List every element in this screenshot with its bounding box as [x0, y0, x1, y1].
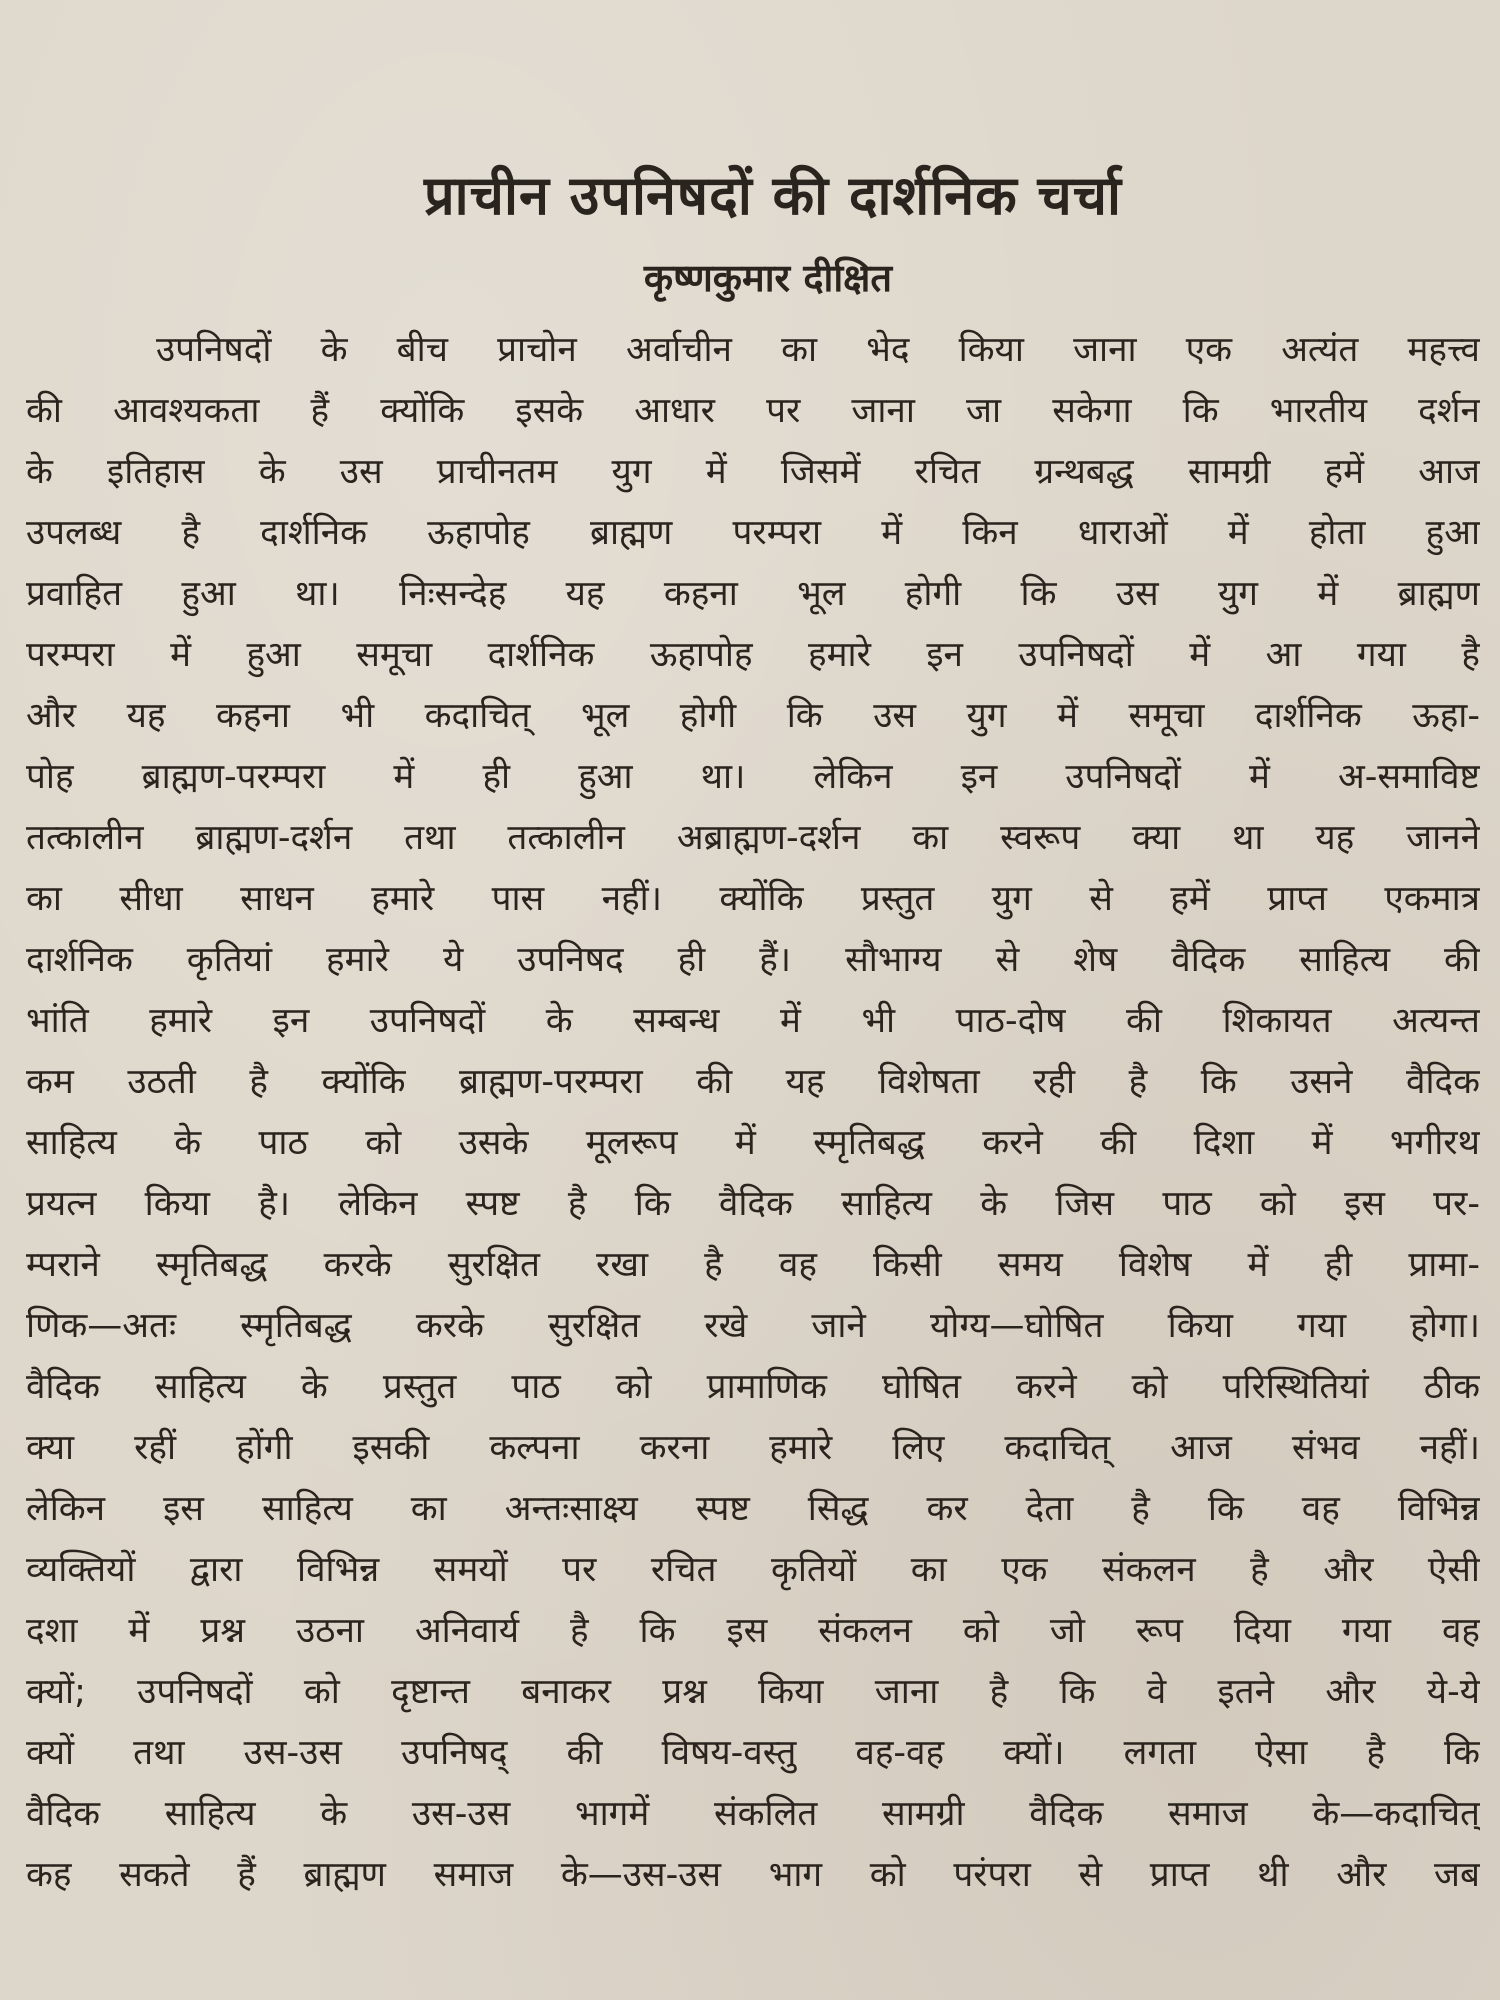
article-title: प्राचीन उपनिषदों की दार्शनिक चर्चा — [423, 164, 1123, 227]
body-line: कह सकते हैं ब्राह्मण समाज के—उस-उस भाग को परंपरा से प्राप्त थी और जब — [26, 1855, 1480, 1895]
body-line: व्यक्तियों द्वारा विभिन्न समयों पर रचित कृतियों का एक संकलन है और ऐसी — [26, 1550, 1480, 1590]
article-author: कृष्णकुमार दीक्षित — [643, 256, 893, 300]
body-line: क्या रहीं होंगी इसकी कल्पना करना हमारे लिए कदाचित् आज संभव नहीं। — [26, 1428, 1480, 1468]
body-line: उपलब्ध है दार्शनिक ऊहापोह ब्राह्मण परम्परा में किन धाराओं में होता हुआ — [26, 513, 1480, 553]
body-line: दशा में प्रश्न उठना अनिवार्य है कि इस संकलन को जो रूप दिया गया वह — [26, 1611, 1480, 1651]
body-line: तत्कालीन ब्राह्मण-दर्शन तथा तत्कालीन अब्राह्मण-दर्शन का स्वरूप क्या था यह जानने — [26, 818, 1480, 858]
body-line: की आवश्यकता हैं क्योंकि इसके आधार पर जाना जा सकेगा कि भारतीय दर्शन — [26, 391, 1480, 431]
body-line: कम उठती है क्योंकि ब्राह्मण-परम्परा की यह विशेषता रही है कि उसने वैदिक — [26, 1062, 1480, 1102]
body-line: परम्परा में हुआ समूचा दार्शनिक ऊहापोह हमारे इन उपनिषदों में आ गया है — [26, 635, 1480, 675]
body-line: क्यों तथा उस-उस उपनिषद् की विषय-वस्तु वह-वह क्यों। लगता ऐसा है कि — [26, 1733, 1480, 1773]
body-line: उपनिषदों के बीच प्राचोन अर्वाचीन का भेद किया जाना एक अत्यंत महत्त्व — [156, 330, 1480, 370]
article-body — [26, 320, 1480, 1906]
body-line: और यह कहना भी कदाचित् भूल होगी कि उस युग में समूचा दार्शनिक ऊहा- — [26, 696, 1480, 736]
body-line: णिक—अतः स्मृतिबद्ध करके सुरक्षित रखे जाने योग्य—घोषित किया गया होगा। — [26, 1306, 1480, 1346]
body-line: क्यों; उपनिषदों को दृष्टान्त बनाकर प्रश्न किया जाना है कि वे इतने और ये-ये — [26, 1672, 1480, 1712]
body-line: साहित्य के पाठ को उसके मूलरूप में स्मृतिबद्ध करने की दिशा में भगीरथ — [26, 1123, 1480, 1163]
body-line: प्रवाहित हुआ था। निःसन्देह यह कहना भूल होगी कि उस युग में ब्राह्मण — [26, 574, 1480, 614]
body-line: वैदिक साहित्य के प्रस्तुत पाठ को प्रामाणिक घोषित करने को परिस्थितियां ठीक — [26, 1367, 1480, 1407]
body-line: पोह ब्राह्मण-परम्परा में ही हुआ था। लेकिन इन उपनिषदों में अ-समाविष्ट — [26, 757, 1480, 797]
body-line: म्पराने स्मृतिबद्ध करके सुरक्षित रखा है वह किसी समय विशेष में ही प्रामा- — [26, 1245, 1480, 1285]
body-line: लेकिन इस साहित्य का अन्तःसाक्ष्य स्पष्ट सिद्ध कर देता है कि वह विभिन्न — [26, 1489, 1480, 1529]
body-line: वैदिक साहित्य के उस-उस भागमें संकलित सामग्री वैदिक समाज के—कदाचित् — [26, 1794, 1480, 1834]
body-line: प्रयत्न किया है। लेकिन स्पष्ट है कि वैदिक साहित्य के जिस पाठ को इस पर- — [26, 1184, 1480, 1224]
body-line: के इतिहास के उस प्राचीनतम युग में जिसमें रचित ग्रन्थबद्ध सामग्री हमें आज — [26, 452, 1480, 492]
body-line: भांति हमारे इन उपनिषदों के सम्बन्ध में भी पाठ-दोष की शिकायत अत्यन्त — [26, 1001, 1480, 1041]
body-line: का सीधा साधन हमारे पास नहीं। क्योंकि प्रस्तुत युग से हमें प्राप्त एकमात्र — [26, 879, 1480, 919]
body-line: दार्शनिक कृतियां हमारे ये उपनिषद ही हैं। सौभाग्य से शेष वैदिक साहित्य की — [26, 940, 1480, 980]
